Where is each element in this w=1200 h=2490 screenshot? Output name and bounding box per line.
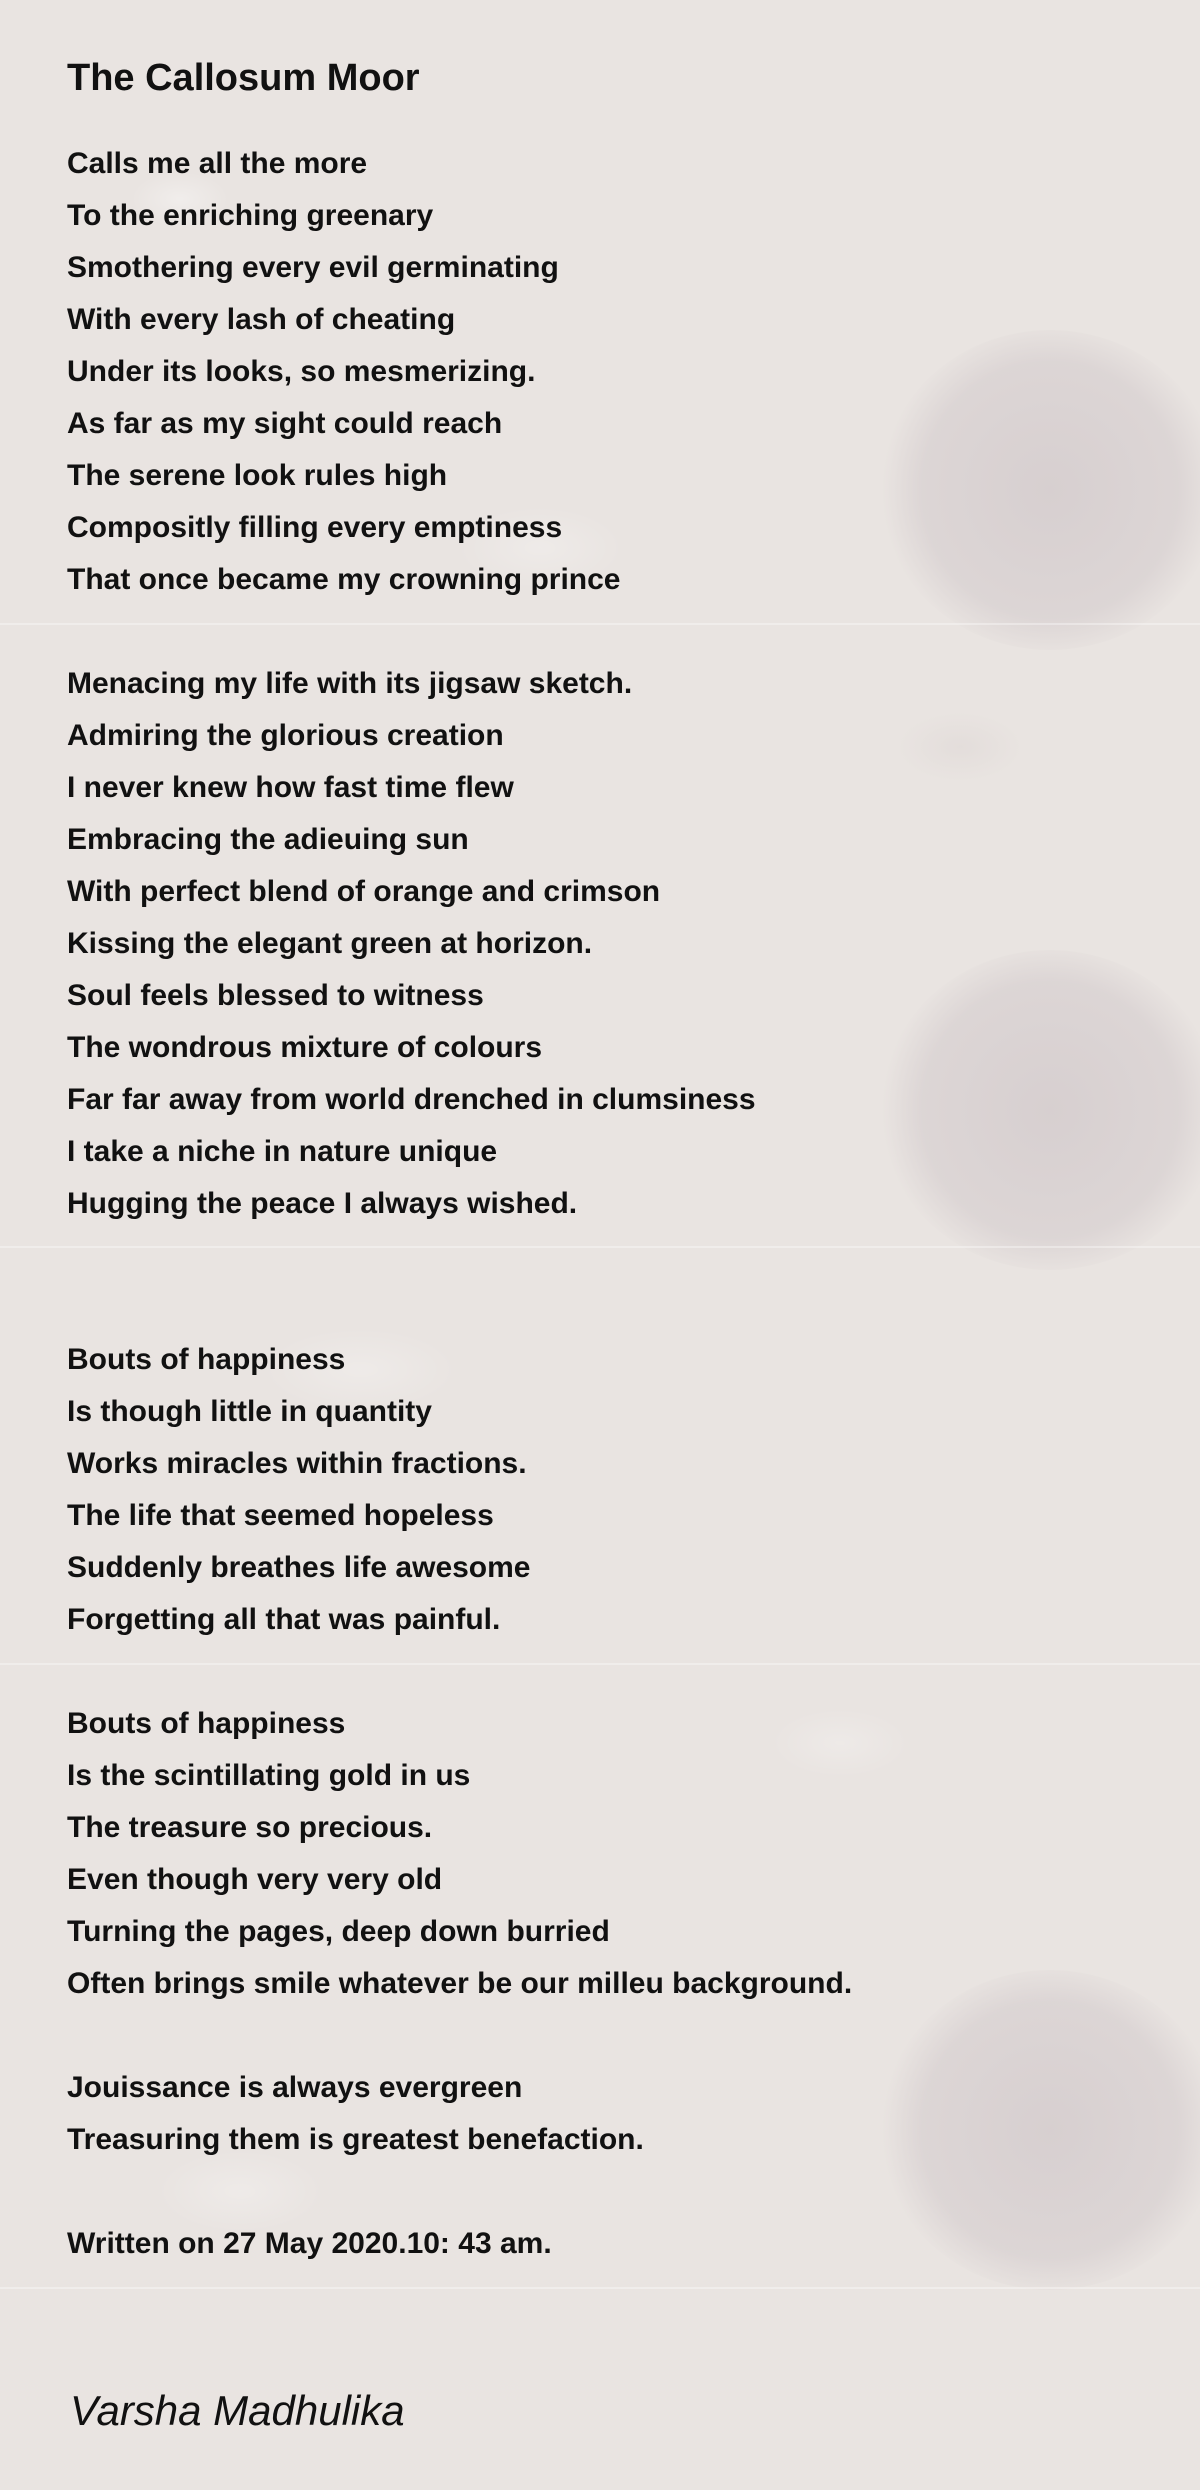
texture-seam bbox=[0, 2287, 1200, 2289]
poem-line: Far far away from world drenched in clumsiness bbox=[67, 1083, 756, 1116]
poem-line: With perfect blend of orange and crimson bbox=[67, 875, 661, 908]
poem-line: Bouts of happiness bbox=[67, 1707, 346, 1740]
poem-line: That once became my crowning prince bbox=[67, 563, 621, 596]
poem-title: The Callosum Moor bbox=[67, 57, 420, 99]
poem-line: I take a niche in nature unique bbox=[67, 1135, 498, 1168]
poem-line: Compositly filling every emptiness bbox=[67, 511, 563, 544]
poem-line: Jouissance is always evergreen bbox=[67, 2071, 523, 2104]
poem-line: The wondrous mixture of colours bbox=[67, 1031, 543, 1064]
poem-line: The life that seemed hopeless bbox=[67, 1499, 494, 1532]
stanza-gap bbox=[67, 2166, 1147, 2218]
poem-line: Is the scintillating gold in us bbox=[67, 1759, 471, 1792]
poem-line: With every lash of cheating bbox=[67, 303, 456, 336]
poem-line: Admiring the glorious creation bbox=[67, 719, 504, 752]
poem-author: Varsha Madhulika bbox=[70, 2387, 405, 2434]
stanza-gap bbox=[67, 2010, 1147, 2062]
poem-line: Kissing the elegant green at horizon. bbox=[67, 927, 593, 960]
poem-line: Embracing the adieuing sun bbox=[67, 823, 469, 856]
stanza-gap bbox=[67, 1230, 1147, 1334]
stanza-4 bbox=[67, 1698, 1147, 2010]
stanza-5 bbox=[67, 2062, 1147, 2166]
written-date-line: Written on 27 May 2020.10: 43 am. bbox=[67, 2227, 552, 2260]
written-on-note bbox=[67, 2218, 1147, 2270]
poem-line: Under its looks, so mesmerizing. bbox=[67, 355, 536, 388]
poem-line: I never knew how fast time flew bbox=[67, 771, 514, 804]
poem-line: Is though little in quantity bbox=[67, 1395, 432, 1428]
poem-line: Even though very very old bbox=[67, 1863, 443, 1896]
poem-line: Menacing my life with its jigsaw sketch. bbox=[67, 667, 633, 700]
poem-body bbox=[67, 138, 1147, 2270]
poem-line: Suddenly breathes life awesome bbox=[67, 1551, 531, 1584]
poem-line: The treasure so precious. bbox=[67, 1811, 433, 1844]
poem-container bbox=[67, 50, 1147, 2270]
poem-line: The serene look rules high bbox=[67, 459, 448, 492]
poem-line: As far as my sight could reach bbox=[67, 407, 503, 440]
poem-line: Soul feels blessed to witness bbox=[67, 979, 484, 1012]
poem-line: Works miracles within fractions. bbox=[67, 1447, 527, 1480]
stanza-3 bbox=[67, 1334, 1147, 1646]
poem-line: Calls me all the more bbox=[67, 147, 368, 180]
stanza-gap bbox=[67, 606, 1147, 658]
poem-line: Forgetting all that was painful. bbox=[67, 1603, 501, 1636]
poem-line: Turning the pages, deep down burried bbox=[67, 1915, 610, 1948]
poem-line: Often brings smile whatever be our milleu background. bbox=[67, 1967, 853, 2000]
stanza-gap bbox=[67, 1646, 1147, 1698]
poem-line: Treasuring them is greatest benefaction. bbox=[67, 2123, 644, 2156]
poem-line: Smothering every evil germinating bbox=[67, 251, 559, 284]
poem-line: Hugging the peace I always wished. bbox=[67, 1187, 578, 1220]
poem-line: To the enriching greenary bbox=[67, 199, 434, 232]
poem-line: Bouts of happiness bbox=[67, 1343, 346, 1376]
stanza-1 bbox=[67, 138, 1147, 606]
stanza-2 bbox=[67, 658, 1147, 1230]
